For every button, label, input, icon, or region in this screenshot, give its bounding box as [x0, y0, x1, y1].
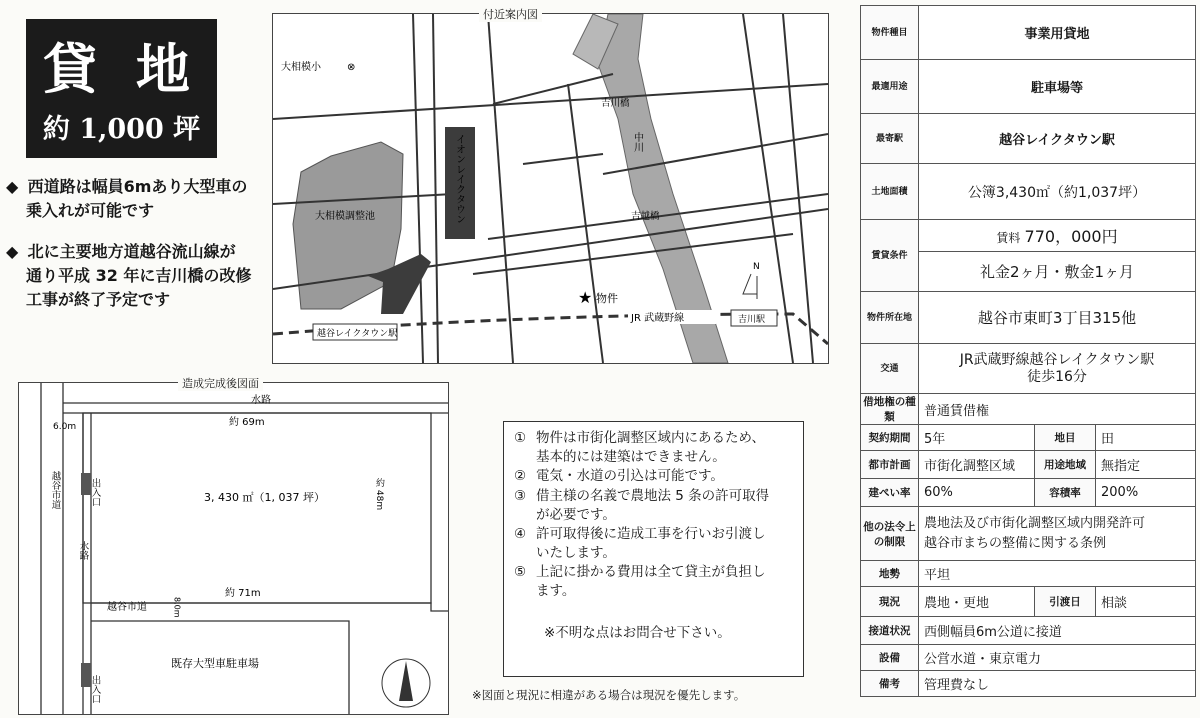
vicinity-map — [272, 8, 829, 364]
river-label: 中川 — [631, 132, 643, 152]
road-8m: 8.0m — [172, 597, 182, 618]
far-label: 容積率 — [1035, 479, 1096, 507]
type-label: 物件種目 — [861, 6, 919, 60]
mall-label: イオンレイクタウン — [453, 134, 465, 224]
access-value: JR武蔵野線越谷レイクタウン駅 徒歩16分 — [919, 344, 1196, 394]
plan-value: 市街化調整区域 — [919, 451, 1035, 479]
map-drawing — [273, 14, 828, 363]
plan-title: 造成完成後図面 — [178, 375, 263, 391]
util-value: 公営水道・東京電力 — [919, 645, 1196, 671]
note-1: ① 物件は市街化調整区域内にあるため、 基本的には建築はできません。 — [514, 430, 765, 465]
access-label: 交通 — [861, 344, 919, 394]
term-label: 契約期間 — [861, 425, 919, 451]
city-road-left: 越谷市道 — [49, 471, 61, 509]
parking-label: 既存大型車駐車場 — [171, 657, 259, 670]
school-label: 大相模小 — [281, 62, 321, 73]
width-bottom: 約 71m — [225, 588, 261, 599]
plot-height: 約 48m — [374, 478, 384, 511]
waterway-top: 水路 — [251, 395, 271, 406]
north-arrow-icon: N — [753, 262, 760, 272]
plan-drawing — [19, 383, 448, 714]
station-label-1: 越谷レイクタウン駅 — [317, 329, 398, 339]
plan-label: 都市計画 — [861, 451, 919, 479]
railway-label: JR 武蔵野線 — [631, 313, 685, 324]
note-4: ④ 許可取得後に造成工事を行いお引渡し いたします。 — [514, 526, 766, 561]
city-road: 越谷市道 — [107, 602, 147, 613]
deposit-value: 礼金2ヶ月・敷金1ヶ月 — [919, 252, 1196, 292]
plot-area: 3, 430 ㎡（1, 037 坪） — [204, 491, 325, 504]
far-value: 200% — [1096, 479, 1196, 507]
waterway-left: 水路 — [77, 541, 89, 560]
note-3: ③ 借主様の名義で農地法 5 条の許可取得 が必要です。 — [514, 488, 770, 523]
handover-value: 相談 — [1096, 587, 1196, 617]
notes-contact: ※不明な点はお問合せ下さい。 — [544, 625, 731, 641]
loc-value: 越谷市東町3丁目315他 — [919, 292, 1196, 344]
terrain-label: 地勢 — [861, 561, 919, 587]
use-value: 駐車場等 — [919, 60, 1196, 114]
bullet-1: ◆ 西道路は幅員6mあり大型車の 乗入れが可能です — [6, 177, 248, 220]
pond-label: 大相模調整池 — [315, 211, 375, 222]
cond-label: 賃貸条件 — [861, 220, 919, 292]
title-block — [26, 19, 217, 158]
diamond-icon: ◆ — [6, 242, 19, 261]
remark-label: 備考 — [861, 671, 919, 697]
lease-label: 借地権の種類 — [861, 394, 919, 425]
station-label: 最寄駅 — [861, 114, 919, 164]
lease-value: 普通賃借権 — [919, 394, 1196, 425]
util-label: 設備 — [861, 645, 919, 671]
star-icon: ★ — [578, 288, 593, 307]
area-value: 公簿3,430㎡（約1,037坪） — [919, 164, 1196, 220]
term-value: 5年 — [919, 425, 1035, 451]
rent-row: 賃料 770，000円 — [919, 220, 1196, 252]
cover-value: 60% — [919, 479, 1035, 507]
footnote: ※図面と現況に相違がある場合は現況を優先します。 — [472, 688, 746, 702]
width-top: 約 69m — [229, 417, 265, 428]
map-title: 付近案内図 — [479, 6, 542, 22]
handover-label: 引渡日 — [1035, 587, 1096, 617]
note-5: ⑤ 上記に掛かる費用は全て貸主が負担し ます。 — [514, 564, 766, 599]
property-info-table — [860, 5, 1196, 697]
type-value: 事業用貸地 — [919, 6, 1196, 60]
area-label: 土地面積 — [861, 164, 919, 220]
chimoku-value: 田 — [1096, 425, 1196, 451]
site-plan — [18, 377, 449, 715]
note-2: ② 電気・水道の引込は可能です。 — [514, 468, 724, 484]
entrance-1: 出入口 — [89, 478, 101, 507]
station-label-2: 吉川駅 — [738, 315, 766, 325]
use-label: 最適用途 — [861, 60, 919, 114]
status-value: 農地・更地 — [919, 587, 1035, 617]
status-label: 現況 — [861, 587, 919, 617]
school-icon: ⊗ — [347, 62, 356, 73]
cover-label: 建ぺい率 — [861, 479, 919, 507]
notes-box — [503, 421, 804, 677]
entrance-2: 出入口 — [89, 675, 101, 704]
legal-label: 他の法令上の制限 — [861, 507, 919, 561]
zone-label: 用途地域 — [1035, 451, 1096, 479]
property-label: 物件 — [596, 292, 618, 305]
zone-value: 無指定 — [1096, 451, 1196, 479]
title-main: 貸 地 — [43, 37, 200, 101]
title-area: 約 1,000 坪 — [42, 114, 201, 145]
bridge-label-1: 吉川橋 — [601, 98, 630, 109]
road-width: 6.0m — [53, 422, 77, 432]
loc-label: 物件所在地 — [861, 292, 919, 344]
bridge-label-2: 吉越橋 — [631, 211, 660, 222]
remark-value: 管理費なし — [919, 671, 1196, 697]
station-value: 越谷レイクタウン駅 — [919, 114, 1196, 164]
legal-value: 農地法及び市街化調整区域内開発許可 越谷市まちの整備に関する条例 — [919, 507, 1196, 561]
diamond-icon: ◆ — [6, 177, 19, 196]
terrain-value: 平坦 — [919, 561, 1196, 587]
bullet-2: ◆ 北に主要地方道越谷流山線が 通り平成 32 年に吉川橋の改修 工事が終了予定です — [6, 242, 252, 309]
road-value: 西側幅員6m公道に接道 — [919, 617, 1196, 645]
chimoku-label: 地目 — [1035, 425, 1096, 451]
road-label: 接道状況 — [861, 617, 919, 645]
